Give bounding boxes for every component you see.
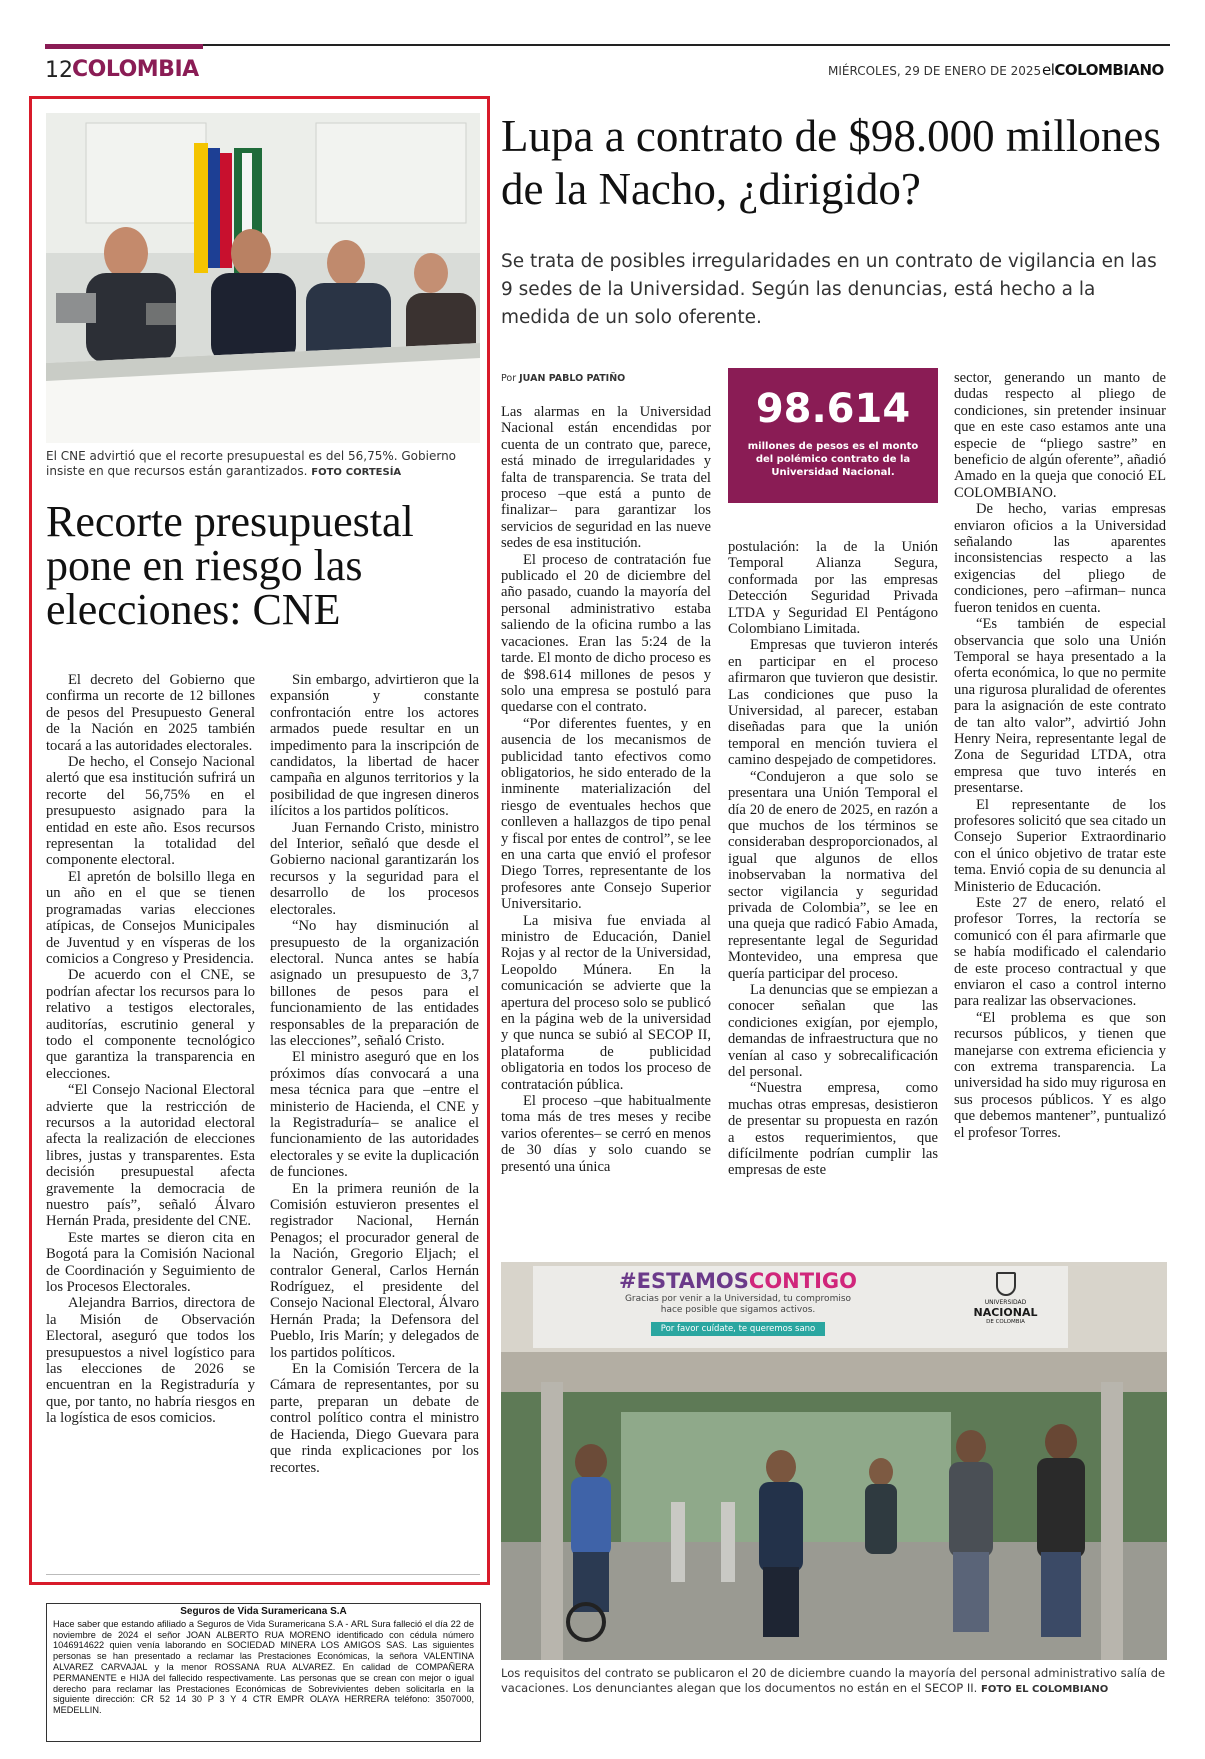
- notice-body: Hace saber que estando afiliado a Seguros de Vida Suramericana S.A - ARL Sura falleció el día 22 de noviembre de 2024 el señor JOAN ALBERTO RUA MORENO identificado con cédula número 1046914622 quien venía laborando en SOCIEDAD MINERA LOS AMIGOS SAS. Las siguientes personas se han presentado a reclamar las Prestaciones Económicas, la señora VALENTINA ALVAREZ CARVAJAL y la menor ROSSANA RUA ALVAREZ. En calidad de COMPAÑERA PERMANENTE e HIJA del fallecido respectivamente. Las personas que se crean con mejor o igual derecho para reclamar las Prestaciones Económicas de Sobrevivientes deben solicitarla en la siguiente dirección: CR 52 14 30 P 3 Y 4 CTR EMPR OLAYA HERRERA teléfono: 3507000, MEDELLIN.: [53, 1618, 474, 1716]
- paragraph: “Es también de especial observancia que solo una Unión Temporal se haya presentado a la oferta económica, lo que no permite una rigurosa pluralidad de oferentes para la asignación de este contrato de tan alto valor”, advirtió John Henry Neira, representante legal de Zona de Seguridad LTDA, otra empresa que tuvo interés en presentarse.: [954, 616, 1166, 797]
- paragraph: De hecho, el Consejo Nacional alertó que esa institución sufrirá un recorte del 56,75% en el presupuesto asignado para la entidad en este año. Esos recursos representan la totalidad del componente electoral.: [46, 754, 255, 869]
- paragraph: El decreto del Gobierno que confirma un recorte de 12 billones de pesos del Presupuesto General de la Nación en 2025 también tocará a las autoridades electorales.: [46, 672, 255, 754]
- paragraph: El representante de los profesores solicitó que sea citado un Consejo Superior Extraordinario con el único objetivo de tratar este tema. Envió copia de su denuncia al Ministerio de Educación.: [954, 796, 1166, 895]
- paragraph: El apretón de bolsillo llega en un año en el que se tienen programadas varias elecciones atípicas, de Consejos Municipales de Juventud y en vísperas de los comicios a Congreso y Presidencia.: [46, 868, 255, 967]
- paragraph: “El problema es que son recursos públicos, y tienen que manejarse con extrema eficiencia y con extrema transparencia. La universidad ha sido muy rigurosa en sus procesos públicos. Y es algo que debemos mantener”, puntualizó el profesor Torres.: [954, 1009, 1166, 1141]
- main-story-column-3: [954, 370, 1166, 1141]
- left-story-column-2: [270, 672, 479, 1476]
- paragraph: sector, generando un manto de dudas respecto al pliego de condiciones, sin pretender insinuar que en este caso estamos ante una especie de “pliego sastre” en beneficio de algún oferente”, añadió Amado en la queja que conoció EL COLOMBIANO.: [954, 370, 1166, 501]
- university-label-sub: DE COLOMBIA: [986, 1319, 1025, 1325]
- paragraph: En la Comisión Tercera de la Cámara de representantes, por su parte, preparan un debate de control político contra el ministro de Hacienda, Diego Guevara para que rinda explicaciones por los recortes.: [270, 1361, 479, 1476]
- section-title: COLOMBIA: [72, 57, 199, 82]
- newspaper-logo: elCOLOMBIANO: [1042, 61, 1164, 79]
- banner-line-2: hace posible que sigamos activos.: [660, 1305, 816, 1315]
- university-photo-caption: Los requisitos del contrato se publicaron el 20 de diciembre cuando la mayoría del personal administrativo salía de vacaciones. Los denunciantes alegan que los documentos no están en el SECOP II. FOTO EL COLOMBIANO: [501, 1666, 1166, 1695]
- paragraph: Las alarmas en la Universidad Nacional están encendidas por cuenta de un contrato que, parece, está minado de irregularidades y falta de transparencia. Se trata del proceso –que está a punto de finalizar– para garantizar los servicios de seguridad en las nueve sedes de esa institución.: [501, 404, 711, 552]
- cne-photo-caption: El CNE advirtió que el recorte presupuestal es del 56,75%. Gobierno insiste en que recursos están garantizados. FOTO CORTESÍA: [46, 449, 457, 478]
- estamos-contigo-banner: [533, 1266, 943, 1348]
- university-entrance-photo: [501, 1262, 1167, 1660]
- university-logo-panel: [943, 1266, 1068, 1348]
- paragraph: “Condujeron a que solo se presentara una Unión Temporal el día 20 de enero de 2025, en razón a que muchos de los términos se consideraban desproporcionados, al igual que algunos de ellos inobservaban la normativa del sector vigilancia y seguridad privada de Colombia”, se lee en una queja que radicó Fabio Amada, representante legal de Seguridad Montevideo, una empresa que quería participar del proceso.: [728, 768, 938, 982]
- header-rule: [45, 44, 1170, 46]
- main-story-headline: Lupa a contrato de $98.000 millones de la Nacho, ¿dirigido?: [501, 111, 1161, 214]
- university-label-small: UNIVERSIDAD: [984, 1299, 1027, 1306]
- left-story-headline: Recorte presupuestal pone en riesgo las elecciones: CNE: [46, 497, 414, 634]
- paragraph: postulación: la de la Unión Temporal Alianza Segura, conformada por las empresas Detección Seguridad Privada LTDA y Seguridad El Pentágono Colombiano Limitada.: [728, 539, 938, 638]
- paragraph: La denuncias que se empiezan a conocer señalan que las condiciones exigían, por ejemplo, demandas de infraestructura que no venían al caso y sobrecalificación del personal.: [728, 981, 938, 1080]
- stat-box: [728, 368, 938, 503]
- paragraph: Este martes se dieron cita en Bogotá para la Comisión Nacional de Coordinación y Seguimiento de los Procesos Electorales.: [46, 1229, 255, 1296]
- main-story-column-1: [501, 404, 711, 1175]
- paragraph: “No hay disminución al presupuesto de la organización electoral. Nunca antes se había asignado un presupuesto de 3,7 billones de pesos para el funcionamiento de las entidades responsables de la preparación de las elecciones”, señaló Cristo.: [270, 918, 479, 1049]
- main-story-column-2: [728, 539, 938, 1179]
- issue-date: MIÉRCOLES, 29 DE ENERO DE 2025: [828, 64, 1042, 78]
- paragraph: El proceso de contratación fue publicado el 20 de diciembre del año pasado, cuando la mayoría del personal administrativo estaba saliendo de la oficina rumbo a las vacaciones. Eran las 5:24 de la tarde. El monto de dicho proceso es de $98.614 millones de pesos y solo una empresa se postuló para quedarse con el contrato.: [501, 551, 711, 716]
- paragraph: Sin embargo, advirtieron que la expansión y constante confrontación entre los actores armados puede resultar en un impedimento para la inscripción de candidatos, la libertad de hacer campaña en algunos territorios y la posibilidad de que ingresen dineros ilícitos a los partidos políticos.: [270, 672, 479, 820]
- section-accent-bar: [45, 44, 203, 49]
- main-story-deck: Se trata de posibles irregularidades en un contrato de vigilancia en las 9 sedes de la Universidad. Según las denuncias, está hecho a la medida de un solo oferente.: [501, 251, 1157, 328]
- banner-line-1: Gracias por venir a la Universidad, tu compromiso: [624, 1294, 852, 1304]
- paragraph: De acuerdo con el CNE, se podrían afectar los recursos para lo relativo a testigos electorales, auditorías, escrutinio general y todo el componente tecnológico que garantiza la transparencia en elecciones.: [46, 967, 255, 1082]
- university-label: NACIONAL: [973, 1306, 1038, 1319]
- cne-meeting-photo: [46, 113, 480, 443]
- paragraph: Alejandra Barrios, directora de la Misión de Observación Electoral, aseguró que todos los presupuestos a nivel logístico para las elecciones de 2026 se encuentran en la Registraduría y que, por tanto, no habría riesgos en la logística de esos comicios.: [46, 1295, 255, 1427]
- stat-number: 98.614: [755, 386, 911, 432]
- paragraph: Empresas que tuvieron interés en participar en el proceso afirmaron que tuvieron que desistir. Las condiciones que puso la Universidad, al parecer, estaban diseñadas para que la unión temporal en mención tuviera el camino despejado de competidores.: [728, 637, 938, 769]
- insurance-notice: [46, 1603, 481, 1742]
- paragraph: De hecho, varias empresas enviaron oficios a la Universidad señalando las aparentes inconsistencias respecto a las exigencias del pliego de condiciones, pero –afirman– nunca fueron tenidos en cuenta.: [954, 501, 1166, 616]
- page-number: 12: [45, 58, 73, 83]
- banner-cta: Por favor cuídate, te queremos sano: [651, 1322, 826, 1336]
- paragraph: Juan Fernando Cristo, ministro del Interior, señaló que desde el Gobierno nacional garantizarán los recursos y la seguridad para el desarrollo de los procesos electorales.: [270, 819, 479, 918]
- paragraph: “Por diferentes fuentes, y en ausencia de los mecanismos de publicidad tanto efectivos como obligatorios, he sido enterado de la inminente materialización del riesgo de eventuales hechos que conlleven a hallazgos de tipo penal y fiscal por entes de control”, se lee en una carta que envió el profesor Diego Torres, representante de los profesores ante Consejo Superior Universitario.: [501, 715, 711, 913]
- byline: Por JUAN PABLO PATIÑO: [501, 373, 626, 384]
- paragraph: La misiva fue enviada al ministro de Educación, Daniel Rojas y al rector de la Universidad, Leopoldo Múnera. En la comunicación se advierte que la apertura del proceso solo se publicó en la página web de la universidad y que nunca se subió al SECOP II, plataforma de publicidad obligatoria en todos los proceso de contratación pública.: [501, 912, 711, 1093]
- paragraph: “Nuestra empresa, como muchas otras empresas, desistieron de presentar su propuesta en razón a estos requerimientos, que difícilmente podrían cumplir las empresas de este: [728, 1080, 938, 1179]
- paragraph: Este 27 de enero, relató el profesor Torres, la rectoría se comunicó con él para afirmarle que se había modificado el calendario de este proceso contractual y que enviaron el caso a control interno para realizar las observaciones.: [954, 895, 1166, 1010]
- notice-title: Seguros de Vida Suramericana S.A: [180, 1606, 347, 1617]
- left-story-bottom-rule: [46, 1574, 480, 1575]
- paragraph: “El Consejo Nacional Electoral advierte que la restricción de recursos a la autoridad electoral afecta la realización de elecciones libres, justas y transparentes. Esta decisión presupuestal afecta gravemente la democracia de nuestro país”, señaló Álvaro Hernán Prada, presidente del CNE.: [46, 1082, 255, 1230]
- paragraph: El proceso –que habitualmente toma más de tres meses y recibe varios oferentes– se cerró en menos de 30 días y solo cuando se presentó una única: [501, 1093, 711, 1175]
- banner-hashtag-part-b: CONTIGO: [748, 1269, 857, 1293]
- left-story-column-1: [46, 672, 255, 1427]
- university-shield-icon: [996, 1272, 1016, 1296]
- paragraph: El ministro aseguró que en los próximos días convocará a una mesa técnica para que –entre el ministerio de Hacienda, el CNE y la Registraduría– se analice el funcionamiento de las autoridades electorales y se evite la duplicación de funciones.: [270, 1049, 479, 1181]
- stat-description: millones de pesos es el monto del polémico contrato de la Universidad Nacional.: [747, 441, 919, 478]
- paragraph: En la primera reunión de la Comisión estuvieron presentes el registrador Nacional, Hernán Penagos; el procurador general de la Nación, Gregorio Eljach; el contralor General, Carlos Hernán Rodríguez, el presidente del Consejo Nacional Electoral, Álvaro Hernán Prada; la Defensora del Pueblo, Iris Marín; y delegados de los partidos políticos.: [270, 1180, 479, 1361]
- banner-hashtag-part-a: #ESTAMOS: [619, 1269, 749, 1293]
